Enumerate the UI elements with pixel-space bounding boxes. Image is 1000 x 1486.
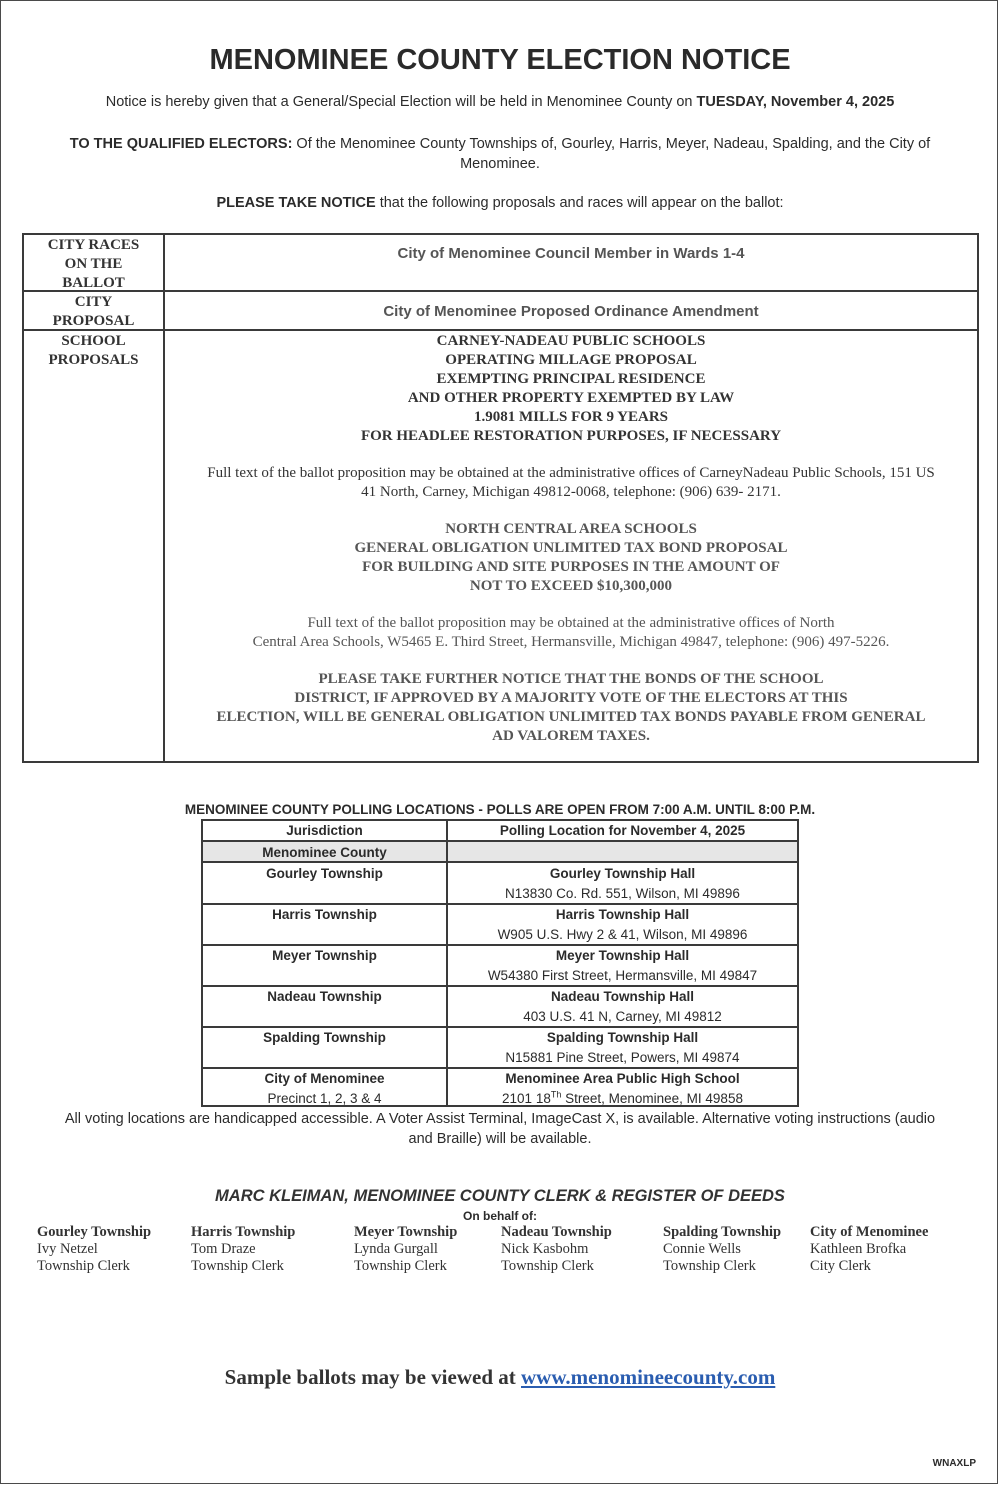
table-row-hall: Meyer Township Hall: [555, 948, 690, 963]
ncas-heading: NORTH CENTRAL AREA SCHOOLS GENERAL OBLIGATION UNLIMITED TAX BOND PROPOSAL FOR BUILDING AND SITE PURPOSES IN THE AMOUNT OF NOT TO EXCEED $10,300,000: [354, 521, 788, 594]
electors-paragraph: [60, 134, 940, 174]
ncas-text: Full text of the ballot proposition may be obtained at the administrative offices of North Central Area Schools, W5465 E. Third Street, Hermansville, Michigan 49847, telephone: (906) 497-5226.: [252, 615, 890, 650]
sample-text: Sample ballots may be viewed at: [224, 1365, 521, 1389]
clerk-title: MARC KLEIMAN, MENOMINEE COUNTY CLERK & REGISTER OF DEEDS: [215, 1187, 785, 1205]
carney-text: Full text of the ballot proposition may be obtained at the administrative offices of CarneyNadeau Public Schools, 151 US 41 North, Carney, Michigan 49812-0068, telephone: (906) 639- 2171.: [207, 465, 935, 500]
table-row-address: N15881 Pine Street, Powers, MI 49874: [505, 1050, 740, 1065]
school-proposals-label: SCHOOL PROPOSALS: [48, 333, 139, 368]
accessibility-note: All voting locations are handicapped accessible. A Voter Assist Terminal, ImageCast X, is available. Alternative voting instructions (audio and Braille) will be available.: [64, 1111, 936, 1147]
sample-ballots-line: [0, 1365, 1000, 1390]
page-title: MENOMINEE COUNTY ELECTION NOTICE: [209, 44, 791, 76]
notice-text: Notice is hereby given that a General/Special Election will be held in Menominee County on: [105, 94, 697, 110]
county-label: Menominee County: [262, 845, 387, 860]
table-row-hall: Spalding Township Hall: [546, 1030, 699, 1045]
table-row-address: W54380 First Street, Hermansville, MI 49847: [487, 968, 758, 983]
header-location: Polling Location for November 4, 2025: [499, 823, 746, 838]
city-races-label: CITY RACES ON THE BALLOT: [47, 237, 140, 291]
table-row-hall: Gourley Township Hall: [549, 866, 696, 881]
ballot-row-divider: [24, 290, 977, 292]
table-row-hall: Harris Township Hall: [555, 907, 690, 922]
ballot-row-divider: [24, 329, 977, 331]
please-label: PLEASE TAKE NOTICE: [216, 195, 376, 211]
on-behalf-label: On behalf of:: [463, 1209, 537, 1223]
electors-label: TO THE QUALIFIED ELECTORS:: [69, 136, 293, 152]
signatory-meyer: Meyer Township Lynda Gurgall Township Clerk: [354, 1224, 458, 1274]
further-notice: PLEASE TAKE FURTHER NOTICE THAT THE BONDS OF THE SCHOOL DISTRICT, IF APPROVED BY A MAJORITY VOTE OF THE ELECTORS AT THIS ELECTION, WILL BE GENERAL OBLIGATION UNLIMITED TAX BONDS PAYABLE FROM GENERAL AD VALOREM TAXES.: [216, 671, 926, 744]
table-row-jurisdiction: Nadeau Township: [267, 989, 382, 1004]
city-proposal-label: CITY PROPOSAL: [52, 294, 135, 329]
electors-text: Of the Menominee County Townships of, Gourley, Harris, Meyer, Nadeau, Spalding, and the City of Menominee.: [292, 136, 931, 172]
ballot-table: [22, 233, 979, 763]
table-row-hall: Nadeau Township Hall: [550, 989, 694, 1004]
election-notice: [0, 94, 1000, 110]
election-date: TUESDAY, November 4, 2025: [696, 94, 895, 110]
table-row-address: N13830 Co. Rd. 551, Wilson, MI 49896: [505, 886, 740, 901]
signatory-spalding: Spalding Township Connie Wells Township Clerk: [663, 1224, 782, 1274]
table-row-jurisdiction: Spalding Township: [263, 1030, 386, 1045]
signatory-gourley: Gourley Township Ivy Netzel Township Clerk: [37, 1224, 152, 1274]
signatory-harris: Harris Township Tom Draze Township Clerk: [191, 1224, 296, 1274]
city-races-text: City of Menominee Council Member in Wards 1-4: [397, 245, 745, 262]
table-row-jurisdiction: Meyer Township: [272, 948, 377, 963]
county-website-link[interactable]: www.menomineecounty.com: [521, 1365, 776, 1389]
table-row-jurisdiction: Gourley Township: [266, 866, 383, 881]
header-jurisdiction: Jurisdiction: [286, 823, 363, 838]
table-row-address: 403 U.S. 41 N, Carney, MI 49812: [523, 1009, 722, 1024]
signatory-city: City of Menominee Kathleen Brofka City Clerk: [810, 1224, 929, 1274]
please-text: that the following proposals and races will appear on the ballot:: [375, 195, 784, 211]
table-row-address: W905 U.S. Hwy 2 & 41, Wilson, MI 49896: [497, 927, 748, 942]
please-notice: [0, 195, 1000, 211]
city-jurisdiction: City of Menominee: [264, 1071, 385, 1086]
polling-title: MENOMINEE COUNTY POLLING LOCATIONS - POLLS ARE OPEN FROM 7:00 A.M. UNTIL 8:00 P.M.: [184, 802, 816, 817]
polling-table: [201, 819, 799, 1107]
city-precincts: Precinct 1, 2, 3 & 4: [267, 1091, 382, 1106]
signatory-nadeau: Nadeau Township Nick Kasbohm Township Clerk: [501, 1224, 612, 1274]
city-hall: Menominee Area Public High School: [505, 1071, 740, 1086]
ad-code: WNAXLP: [932, 1458, 976, 1469]
table-row-jurisdiction: Harris Township: [272, 907, 377, 922]
city-proposal-text: City of Menominee Proposed Ordinance Amendment: [383, 303, 759, 320]
carney-heading: CARNEY-NADEAU PUBLIC SCHOOLS OPERATING MILLAGE PROPOSAL EXEMPTING PRINCIPAL RESIDENCE AND OTHER PROPERTY EXEMPTED BY LAW 1.9081 MILLS FOR 9 YEARS FOR HEADLEE RESTORATION PURPOSES, IF NECESSARY: [360, 333, 782, 444]
city-address: 2101 18Th Street, Menominee, MI 49858: [502, 1089, 743, 1106]
